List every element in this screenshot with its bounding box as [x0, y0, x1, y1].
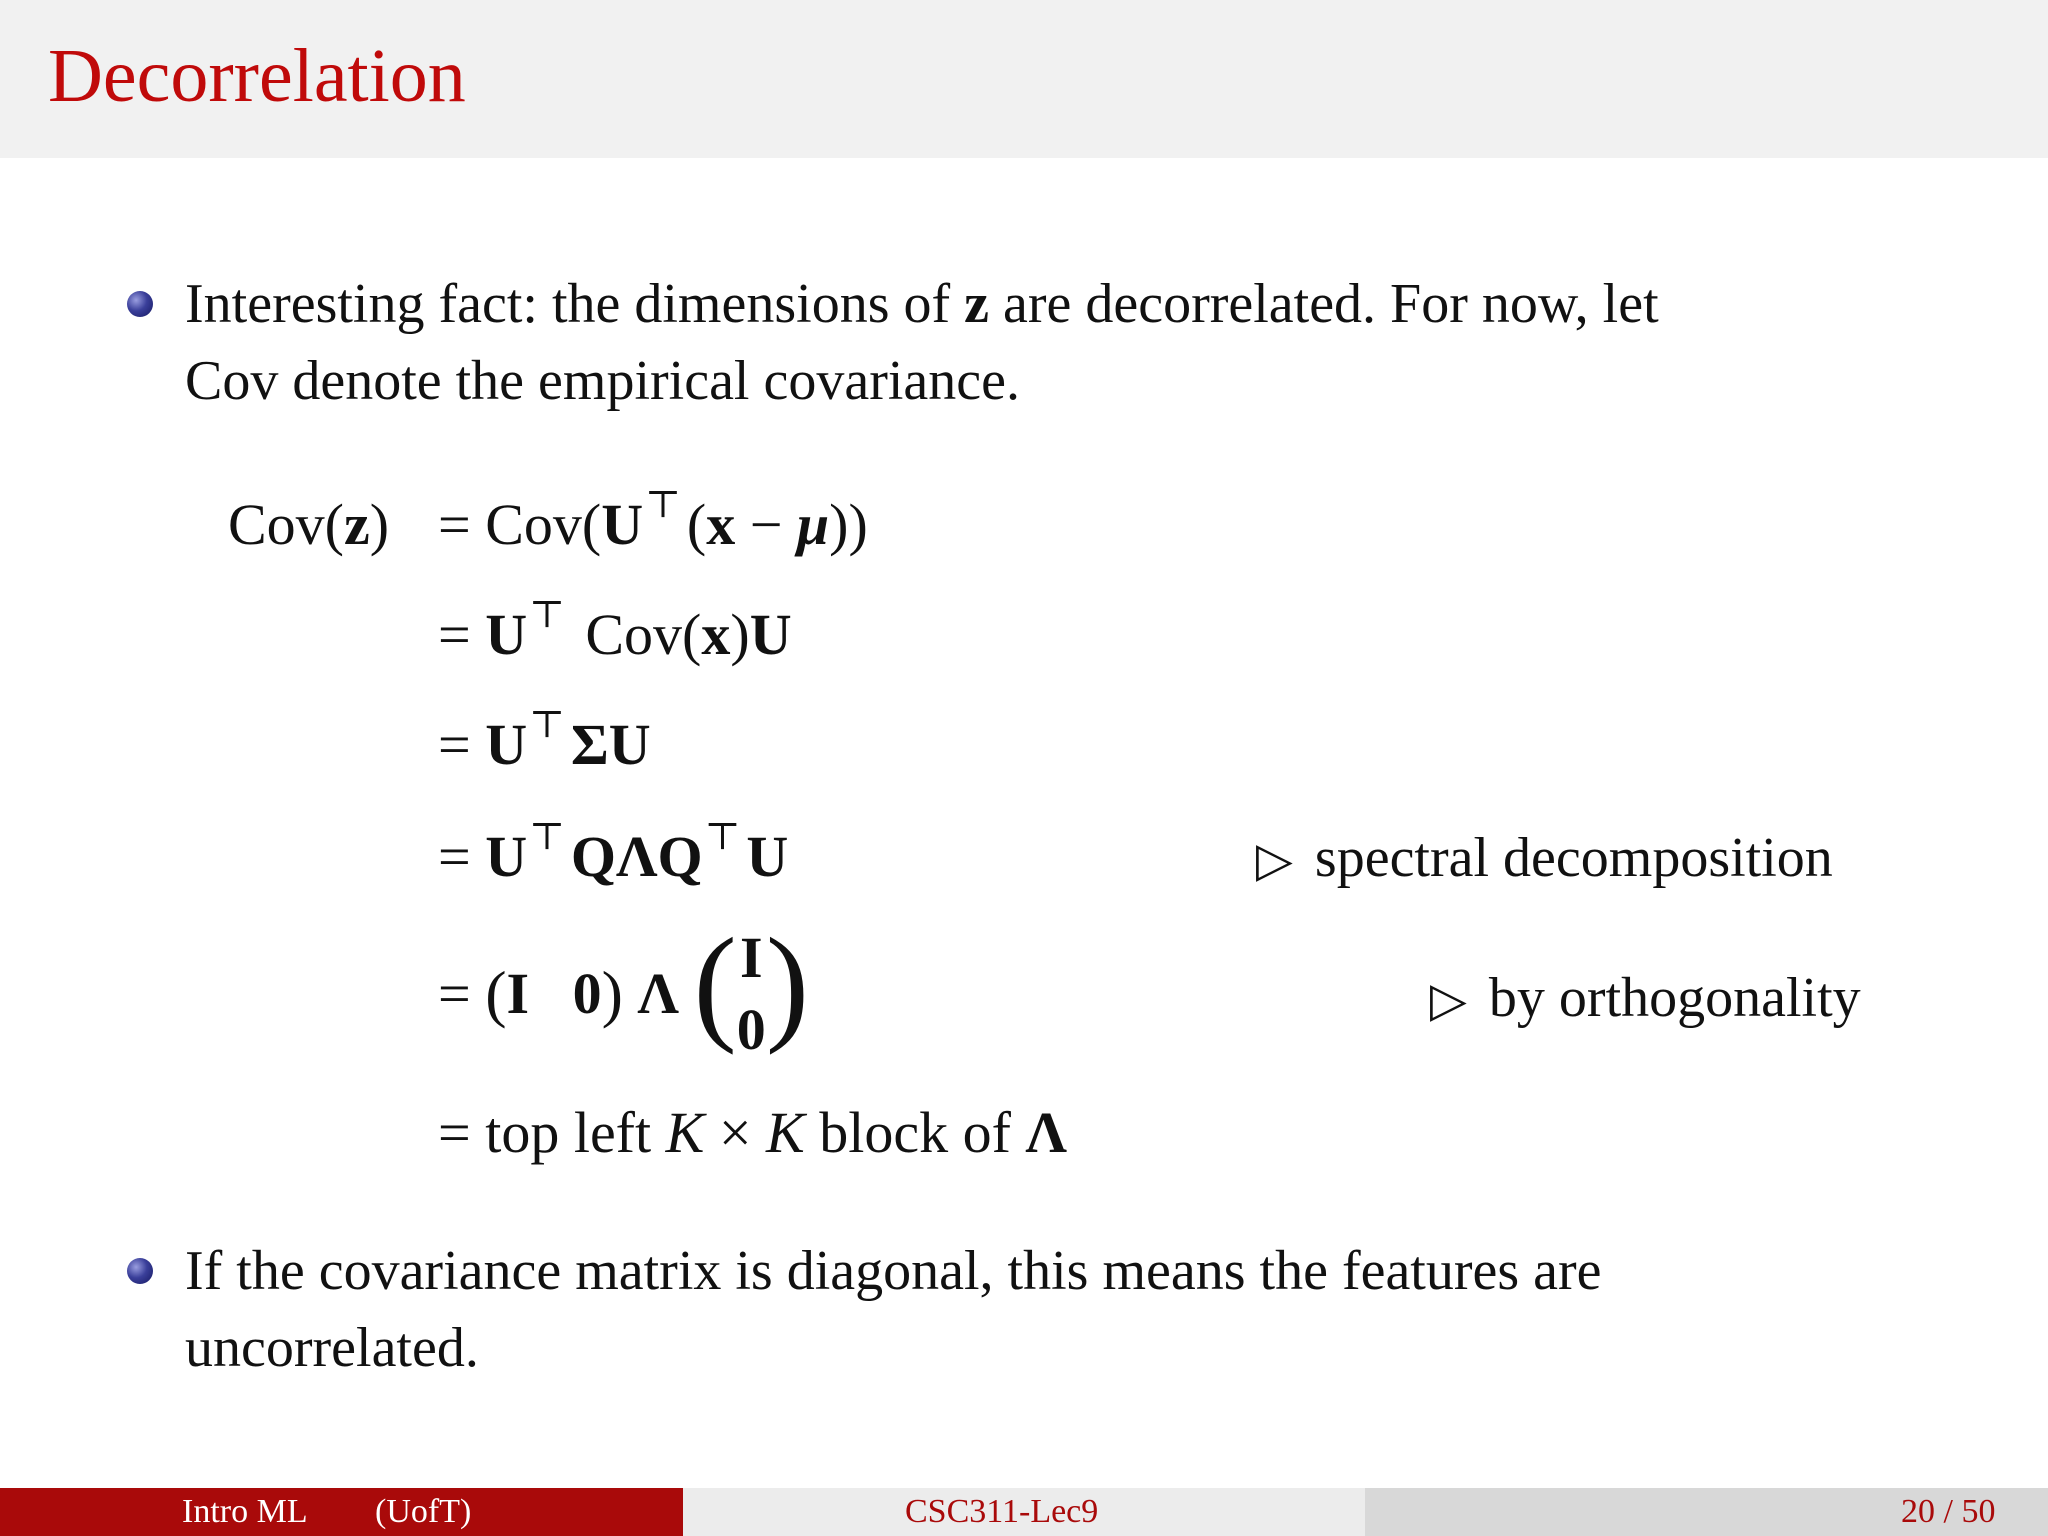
footer-right [1365, 1488, 2048, 1536]
page-number: 20 / 50 [1901, 1493, 1996, 1530]
footer-left [0, 1488, 683, 1536]
triangle-right-icon: ▷ [1256, 834, 1293, 887]
bullet-1-line2: Cov denote the empirical covariance. [185, 350, 1020, 412]
equation-row-3: = U⊤ ΣU [438, 704, 651, 777]
annotation-orthogonality [1430, 966, 1861, 1030]
equation-row-1: = Cov(U⊤ (x − μ)) [438, 484, 868, 557]
bullet-1-line1-post: are decorrelated. For now, let [989, 273, 1659, 335]
bullet-2-line1: If the covariance matrix is diagonal, this means the features are [185, 1240, 1602, 1302]
bullet-1-bold-z: z [964, 273, 989, 335]
slide-title: Decorrelation [48, 34, 466, 118]
footer-author: Intro ML [182, 1493, 308, 1530]
bullet-icon [127, 291, 153, 317]
equation-row-2: = U⊤ Cov(x)U [438, 594, 792, 667]
equation-row-5: = (I 0) Λ (I 0) [438, 912, 810, 1062]
annotation-spectral-text: spectral decomposition [1314, 827, 1833, 889]
equation-row-4: = U⊤ QΛQ⊤ U [438, 816, 789, 889]
equation-row-6: = top left K × K block of Λ [438, 1100, 1067, 1165]
footer-affiliation: (UofT) [375, 1493, 472, 1530]
annotation-spectral [1256, 826, 1833, 890]
footer-center [683, 1488, 1365, 1536]
bullet-2-text [185, 1233, 2005, 1387]
annotation-orthogonality-text: by orthogonality [1488, 967, 1861, 1029]
bullet-1-text [185, 266, 2005, 420]
bullet-icon [127, 1258, 153, 1284]
footer-course: CSC311-Lec9 [905, 1493, 1099, 1530]
triangle-right-icon: ▷ [1430, 974, 1467, 1027]
bullet-2-line2: uncorrelated. [185, 1317, 479, 1379]
slide-header [0, 0, 2048, 158]
equation-lhs: Cov(z) [228, 492, 390, 557]
bullet-1-line1-pre: Interesting fact: the dimensions of [185, 273, 965, 335]
